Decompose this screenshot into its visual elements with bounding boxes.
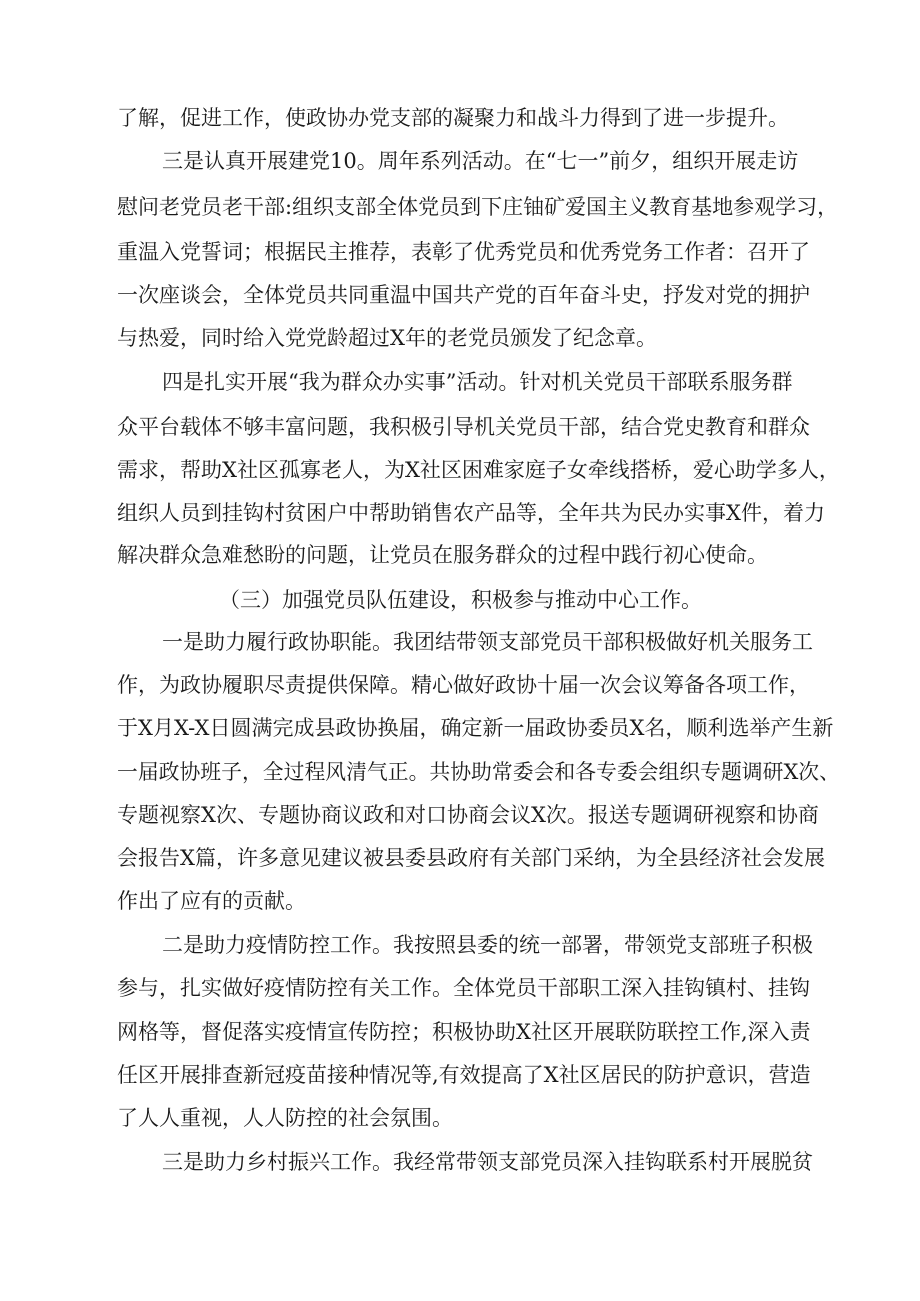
text-line: 众平台载体不够丰富问题，我积极引导机关党员干部，结合党史教育和群众 <box>117 415 810 439</box>
text-line: 重温入党誓词；根据民主推荐，表彰了优秀党员和优秀党务工作者：召开了 <box>117 240 810 264</box>
text-line: 三是助力乡村振兴工作。我经常带领支部党员深入挂钩联系村开展脱贫 <box>162 1150 813 1174</box>
text-line: 作，为政协履职尽责提供保障。精心做好政协十届一次会议筹备各项工作， <box>117 673 810 697</box>
text-line: 任区开展排查新冠疫苗接种情况等,有效提高了X社区居民的防护意识，营造 <box>117 1063 811 1087</box>
text-line: 作出了应有的贡献。 <box>117 889 306 913</box>
text-line: 网格等，督促落实疫情宣传防控；积极协助X社区开展联防联控工作,深入责 <box>117 1020 811 1044</box>
text-line: 专题视察X次、专题协商议政和对口协商会议X次。报送专题调研视察和协商 <box>117 803 819 827</box>
text-line: 组织人员到挂钩村贫困户中帮助销售农产品等，全年共为民办实事X件，着力 <box>117 501 825 525</box>
text-line: 参与，扎实做好疫情防控有关工作。全体党员干部职工深入挂钩镇村、挂钩 <box>117 976 810 1000</box>
text-line: 一次座谈会，全体党员共同重温中国共产党的百年奋斗史，抒发对党的拥护 <box>117 283 810 307</box>
text-line: 会报告X篇，许多意见建议被县委县政府有关部门采纳，为全县经济社会发展 <box>117 846 825 870</box>
text-line: 了人人重视，人人防控的社会氛围。 <box>117 1106 453 1130</box>
text-line: 需求，帮助X社区孤寡老人，为X社区困难家庭子女牵线搭桥，爱心助学多人， <box>117 458 840 482</box>
section-heading: （三）加强党员队伍建设，积极参与推动中心工作。 <box>219 588 702 612</box>
text-line: 解决群众急难愁盼的问题，让党员在服务群众的过程中践行初心使命。 <box>117 543 768 567</box>
text-line: 一是助力履行政协职能。我团结带领支部党员干部积极做好机关服务工 <box>162 630 813 654</box>
text-line: 四是扎实开展“我为群众办实事”活动。针对机关党员干部联系服务群 <box>162 370 793 394</box>
text-line: 二是助力疫情防控工作。我按照县委的统一部署，带领党支部班子积极 <box>162 933 813 957</box>
text-line: 三是认真开展建党10。周年系列活动。在“七一”前夕，组织开展走访 <box>162 149 799 173</box>
text-line: 于X月X-X日圆满完成县政协换届，确定新一届政协委员X名，顺利选举产生新 <box>117 716 834 740</box>
text-line: 了解，促进工作，使政协办党支部的凝聚力和战斗力得到了进一步提升。 <box>117 106 789 130</box>
text-line: 一届政协班子，全过程风清气正。共协助常委会和各专委会组织专题调研X次、 <box>117 760 840 784</box>
text-line: 与热爱，同时给入党党龄超过X年的老党员颁发了纪念章。 <box>117 326 657 350</box>
text-line: 慰问老党员老干部:组织支部全体党员到下庄铀矿爱国主义教育基地参观学习， <box>117 195 839 219</box>
